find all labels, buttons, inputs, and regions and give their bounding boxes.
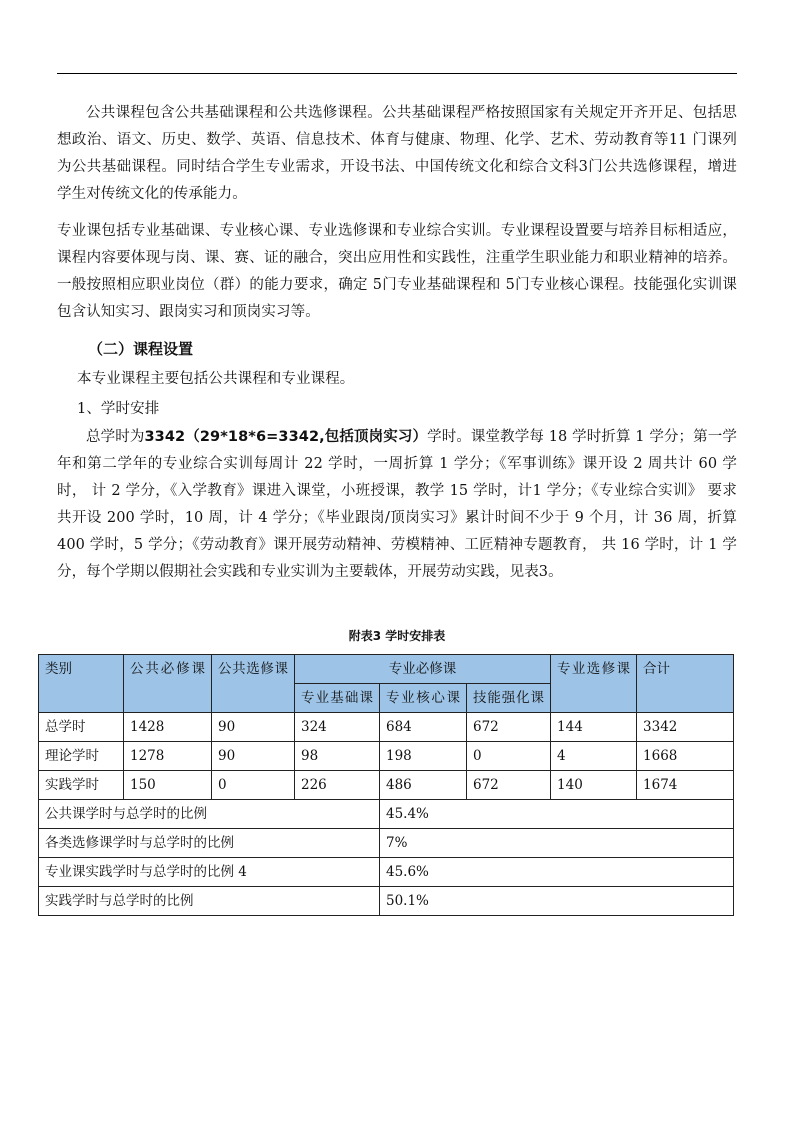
- header-major-basic: 专业基础课: [295, 684, 380, 713]
- header-skill-training: 技能强化课: [467, 684, 551, 713]
- section-heading-course-setup: （二）课程设置: [88, 340, 194, 358]
- table-cell: 0: [212, 771, 295, 800]
- table-cell: 1674: [637, 771, 734, 800]
- ratio-row: [39, 887, 734, 916]
- header-public-required: 公共必修课: [124, 655, 212, 713]
- hours-rest: 学时。课堂教学每 18 学时折算 1 学分；第一学年和第二学年的专业综合实训每周计 22 学时，一周折算 1 学分；《军事训练》课开设 2 周共计 60 学时， 计 2 学分，《入学教育》课进入课堂，小班授课，教学 15 学时，计1 学分；《专业综合实训》 要求共开设 200 学时，10 周，计 4 学分；《毕业跟岗/顶岗实习》累计时间不少于 9 个月，计 36 周，折算 400 学时，5 学分；《劳动教育》课开展劳动精神、劳模精神、工匠精神专题教育， 共 16 学时，计 1 学分，每个学期以假期社会实践和专业实训为主要载体，开展劳动实践，见表3。: [57, 429, 737, 580]
- table-cell: 90: [212, 713, 295, 742]
- table-cell: 144: [551, 713, 637, 742]
- row-label: 理论学时: [39, 742, 124, 771]
- table-row: [39, 742, 734, 771]
- hours-prefix: 总学时为: [86, 429, 145, 445]
- paragraph-hours-detail: [57, 424, 737, 586]
- table-cell: 672: [467, 771, 551, 800]
- table-cell: 684: [380, 713, 467, 742]
- table-cell: 0: [467, 742, 551, 771]
- table-cell: 672: [467, 713, 551, 742]
- hours-total-bold: 3342（29*18*6=3342,包括顶岗实习）: [144, 429, 428, 445]
- table-cell: 1428: [124, 713, 212, 742]
- header-major-core: 专业核心课: [380, 684, 467, 713]
- header-rule: [57, 73, 737, 74]
- ratio-label: 各类选修课学时与总学时的比例: [39, 829, 380, 858]
- table-cell: 486: [380, 771, 467, 800]
- paragraph-public-courses: 公共课程包含公共基础课程和公共选修课程。公共基础课程严格按照国家有关规定开齐开足、包括思想政治、语文、历史、数学、英语、信息技术、体育与健康、物理、化学、艺术、劳动教育等11 门课列为公共基础课程。同时结合学生专业需求，开设书法、中国传统文化和综合文科3门公共选修课程，增进学生对传统文化的传承能力。: [57, 105, 737, 202]
- header-major-required: 专业必修课: [295, 655, 551, 684]
- ratio-label: 实践学时与总学时的比例: [39, 887, 380, 916]
- ratio-value: 50.1%: [380, 887, 734, 916]
- table-cell: 226: [295, 771, 380, 800]
- ratio-label: 专业课实践学时与总学时的比例 4: [39, 858, 380, 887]
- row-label: 实践学时: [39, 771, 124, 800]
- table-cell: 140: [551, 771, 637, 800]
- table-cell: 3342: [637, 713, 734, 742]
- ratio-value: 45.6%: [380, 858, 734, 887]
- header-public-elective: 公共选修课: [212, 655, 295, 713]
- ratio-label: 公共课学时与总学时的比例: [39, 800, 380, 829]
- ratio-value: 7%: [380, 829, 734, 858]
- row-label: 总学时: [39, 713, 124, 742]
- table-caption: 附表3 学时安排表: [348, 629, 446, 643]
- table-cell: 198: [380, 742, 467, 771]
- header-category: 类别: [39, 655, 124, 713]
- hours-table: [38, 654, 734, 916]
- table-cell: 1278: [124, 742, 212, 771]
- ratio-row: [39, 858, 734, 887]
- subheading-hours-arrangement: 1、学时安排: [77, 401, 160, 417]
- table-cell: 1668: [637, 742, 734, 771]
- table-row: [39, 713, 734, 742]
- table-row: [39, 771, 734, 800]
- paragraph-course-overview: 本专业课程主要包括公共课程和专业课程。: [77, 371, 355, 387]
- paragraph-major-courses: 专业课包括专业基础课、专业核心课、专业选修课和专业综合实训。专业课程设置要与培养目标相适应，课程内容要体现与岗、课、赛、证的融合，突出应用性和实践性，注重学生职业能力和职业精神的培养。一般按照相应职业岗位（群）的能力要求，确定 5门专业基础课程和 5门专业核心课程。技能强化实训课包含认知实习、跟岗实习和顶岗实习等。: [57, 223, 737, 320]
- table-cell: 324: [295, 713, 380, 742]
- ratio-row: [39, 829, 734, 858]
- ratio-row: [39, 800, 734, 829]
- table-cell: 90: [212, 742, 295, 771]
- header-major-elective: 专业选修课: [551, 655, 637, 713]
- ratio-value: 45.4%: [380, 800, 734, 829]
- header-total: 合计: [637, 655, 734, 713]
- table-cell: 98: [295, 742, 380, 771]
- table-cell: 150: [124, 771, 212, 800]
- table-cell: 4: [551, 742, 637, 771]
